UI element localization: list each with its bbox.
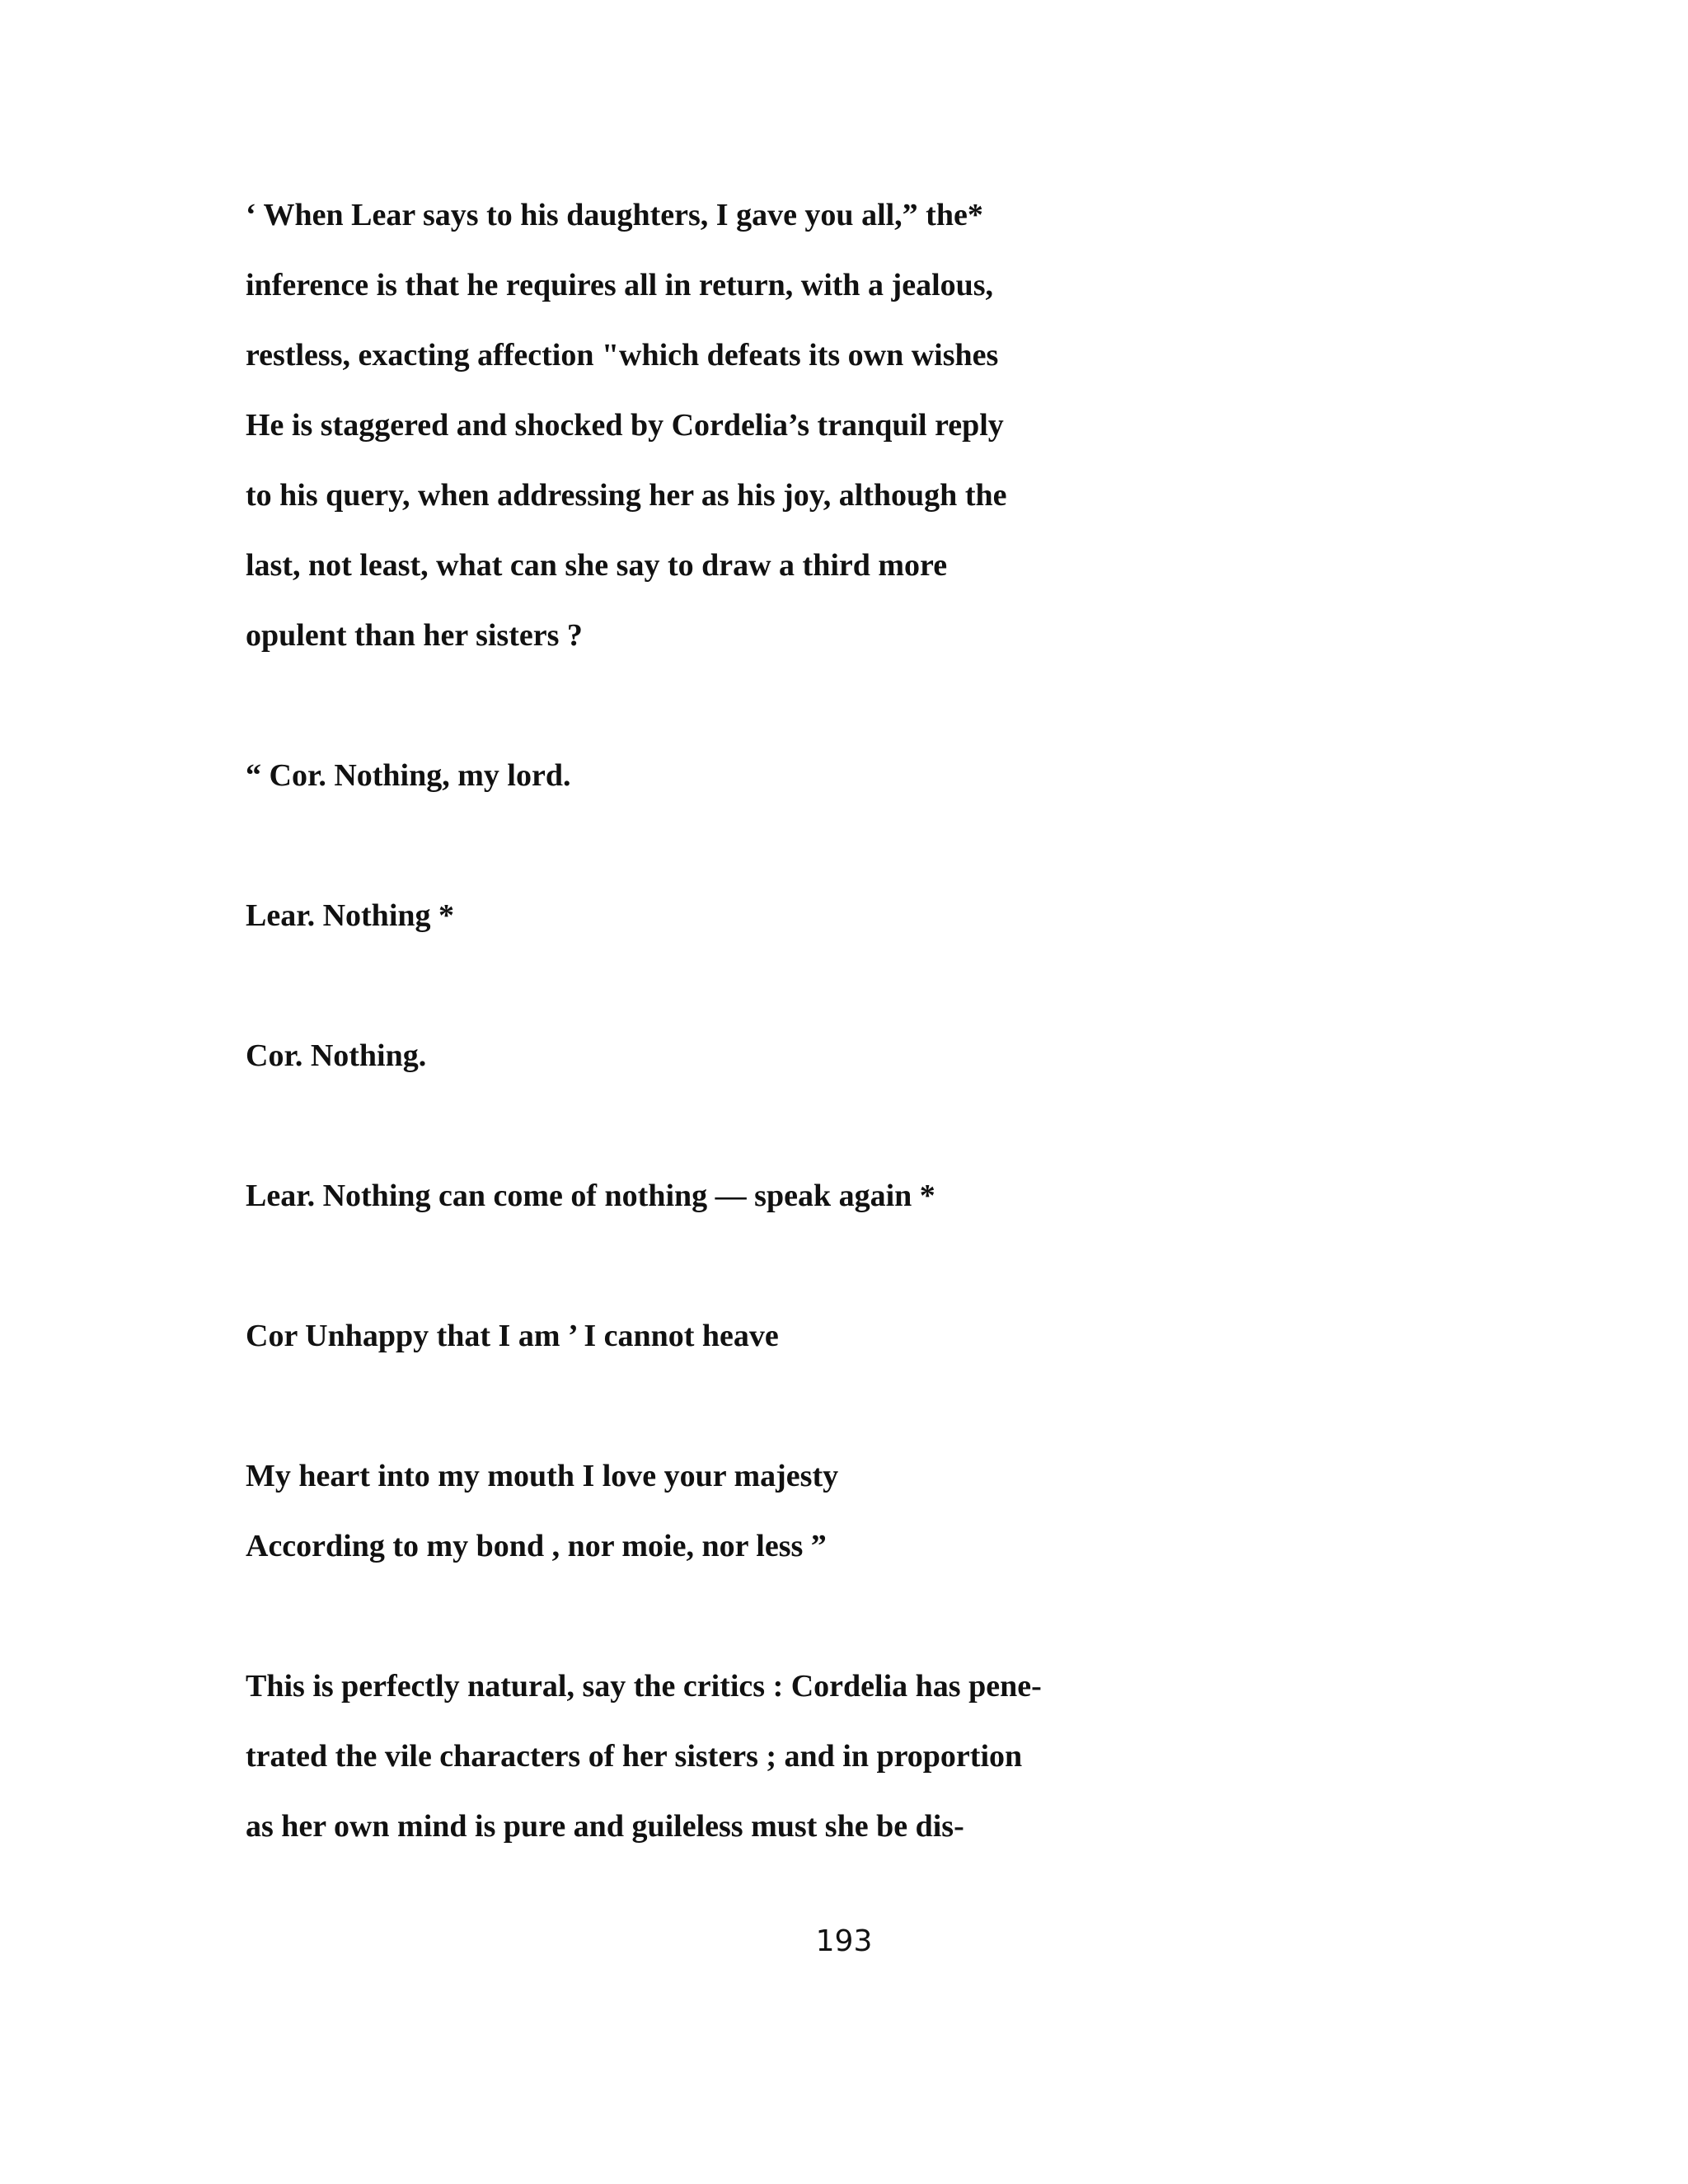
page-body-text (246, 194, 1441, 1876)
text-line: last, not least, what can she say to draw a third more (246, 548, 948, 583)
blank-line (246, 1385, 1441, 1455)
text-line: Cor. Nothing. (246, 1038, 427, 1073)
blank-line (246, 965, 1441, 1035)
text-line: This is perfectly natural, say the critics : Cordelia has pene- (246, 1669, 1042, 1704)
text-line: inference is that he requires all in return, with a jealous, (246, 268, 994, 302)
blank-line (246, 1245, 1441, 1315)
text-line: According to my bond , nor moie, nor less ” (246, 1529, 827, 1563)
text-line: as her own mind is pure and guileless must she be dis- (246, 1809, 964, 1844)
text-line: trated the vile characters of her sisters ; and in proportion (246, 1739, 1023, 1774)
text-line: opulent than her sisters ? (246, 618, 583, 653)
text-line: Cor Unhappy that I am ’ I cannot heave (246, 1319, 779, 1353)
text-line: to his query, when addressing her as his joy, although the (246, 478, 1007, 513)
text-line: My heart into my mouth I love your majesty (246, 1459, 839, 1493)
text-line: Lear. Nothing can come of nothing — speak again * (246, 1179, 935, 1213)
blank-line (246, 1596, 1441, 1666)
text-line: “ Cor. Nothing, my lord. (246, 758, 571, 793)
text-line: Lear. Nothing * (246, 898, 455, 933)
blank-line (246, 685, 1441, 755)
text-line: He is staggered and shocked by Cordelia’s tranquil reply (246, 408, 1004, 443)
blank-line (246, 825, 1441, 895)
blank-line (246, 1105, 1441, 1175)
text-line: restless, exacting affection "which defeats its own wishes (246, 338, 999, 373)
text-line: ‘ When Lear says to his daughters, I gave you all,” the* (246, 198, 983, 232)
page-number: 193 (815, 1924, 873, 1958)
